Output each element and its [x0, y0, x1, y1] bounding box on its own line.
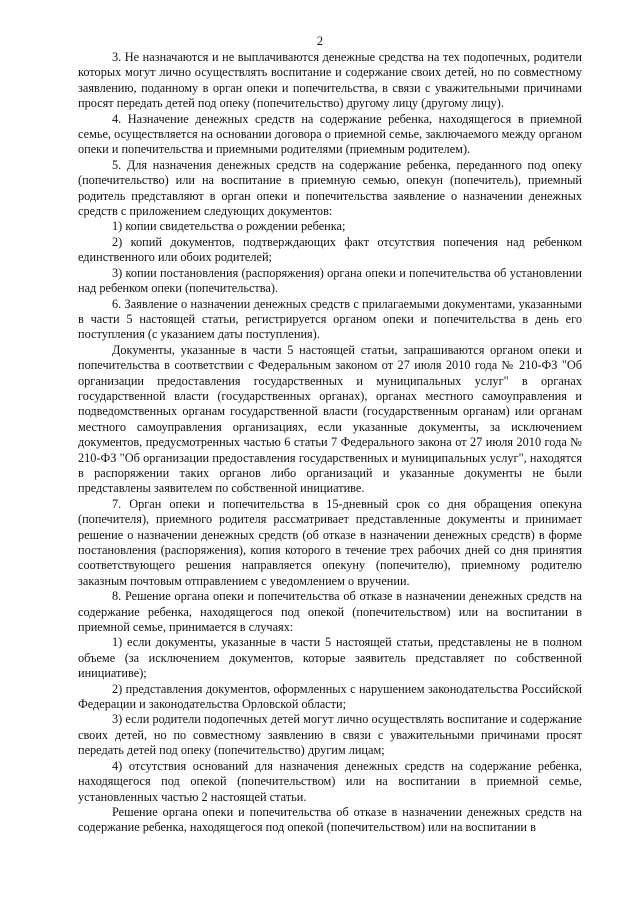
paragraph-refusal-decision: Решение органа опеки и попечительства об отказе в назначении денежных средств на содержание ребенка, находящегося под опекой (попечительством) или на воспитании в	[78, 804, 582, 835]
paragraph-7: 7. Орган опеки и попечительства в 15-дневный срок со дня обращения опекуна (попечителя), приемного родителя рассматривает представленные документы и принимает решение о назначении денежных средств (об отказе в назначении денежных средств) в форме постановления (распоряжения), копия которого в течение трех рабочих дней со дня принятия соответствующего решения направляется опекуну (попечителю), приемному родителю заказным почтовым отправлением с уведомлением о вручении.	[78, 496, 582, 588]
paragraph-5: 5. Для назначения денежных средств на содержание ребенка, переданного под опеку (попечительство) или на воспитание в приемную семью, опекун (попечитель), приемный родитель представляют в орган опеки и попечительства заявление о назначении денежных средств с приложением следующих документов:	[78, 157, 582, 219]
paragraph-8-item-3: 3) если родители подопечных детей могут лично осуществлять воспитание и содержание своих детей, но по совместному заявлению в связи с уважительными причинами просят передать детей под опеку (попечительство) другим лицам;	[78, 712, 582, 758]
paragraph-8-item-1: 1) если документы, указанные в части 5 настоящей статьи, представлены не в полном объеме (за исключением документов, которые заявитель представляет по собственной инициативе);	[78, 635, 582, 681]
document-body	[78, 50, 582, 836]
paragraph-8: 8. Решение органа опеки и попечительства об отказе в назначении денежных средств на содержание ребенка, находящегося под опекой (попечительством) или на воспитании в приемной семье, принимается в случаях:	[78, 589, 582, 635]
paragraph-8-item-2: 2) представления документов, оформленных с нарушением законодательства Российской Федерации и законодательства Орловской области;	[78, 681, 582, 712]
paragraph-5-item-1: 1) копии свидетельства о рождении ребенка;	[112, 219, 346, 234]
paragraph-5-item-2: 2) копий документов, подтверждающих факт отсутствия попечения над ребенком единственного или обоих родителей;	[78, 234, 582, 265]
paragraph-4: 4. Назначение денежных средств на содержание ребенка, находящегося в приемной семье, осуществляется на основании договора о приемной семье, заключаемого между органом опеки и попечительства и приемными родителями (приемным родителем).	[78, 111, 582, 157]
paragraph-6: 6. Заявление о назначении денежных средств с прилагаемыми документами, указанными в части 5 настоящей статьи, регистрируется органом опеки и попечительства в день его поступления (с указанием даты поступления).	[78, 296, 582, 342]
paragraph-documents-request: Документы, указанные в части 5 настоящей статьи, запрашиваются органом опеки и попечительства в соответствии с Федеральным законом от 27 июля 2010 года № 210-ФЗ "Об организации предоставления государственных и муниципальных услуг" в органах государственной власти (государственных органах), органах местного самоуправления и подведомственных органам государственной власти (государственным органам) или органам местного самоуправления организациях, если указанные документы, за исключением документов, предусмотренных частью 6 статьи 7 Федерального закона от 27 июля 2010 года № 210-ФЗ "Об организации предоставления государственных и муниципальных услуг", находятся в распоряжении таких органов либо организаций и указанные документы не были представлены заявителем по собственной инициативе.	[78, 342, 582, 496]
page-number: 2	[316, 34, 324, 48]
paragraph-3: 3. Не назначаются и не выплачиваются денежные средства на тех подопечных, родители которых могут лично осуществлять воспитание и содержание своих детей, но по совместному заявлению, поданному в орган опеки и попечительства, в связи с уважительными причинами просят передать детей под опеку (попечительство) другому лицу (другому лицу).	[78, 50, 582, 111]
paragraph-8-item-4: 4) отсутствия оснований для назначения денежных средств на содержание ребенка, находящегося под опекой (попечительством) или на воспитании в приемной семье, установленных частью 2 настоящей статьи.	[78, 758, 582, 804]
paragraph-5-item-3: 3) копии постановления (распоряжения) органа опеки и попечительства об установлении над ребенком опеки (попечительства).	[78, 265, 582, 296]
